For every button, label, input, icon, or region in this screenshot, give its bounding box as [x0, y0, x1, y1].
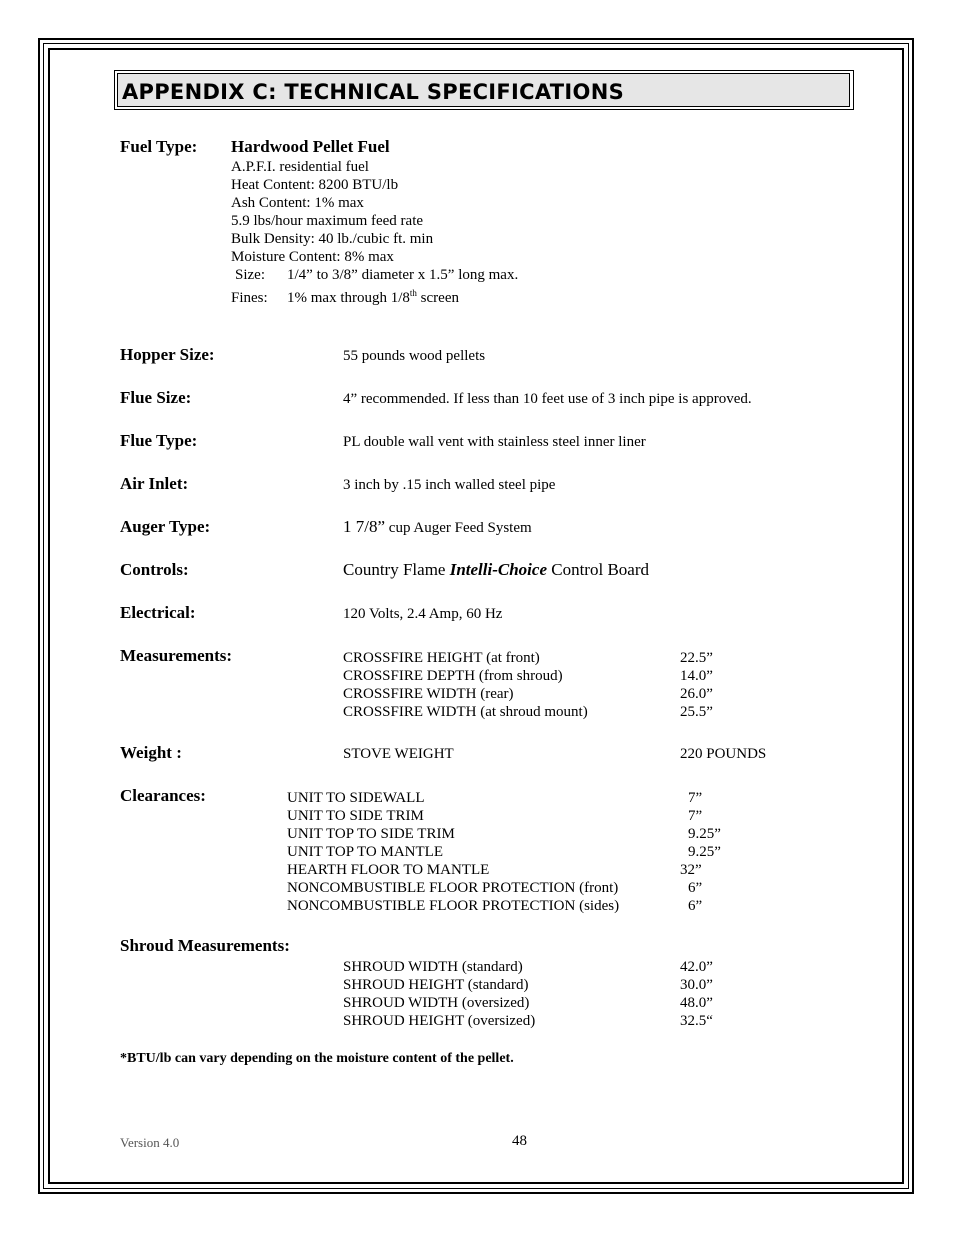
- fuel-fines-suffix: screen: [416, 290, 459, 306]
- measurement-value: 22.5”: [680, 650, 713, 666]
- measurement-value: 14.0”: [680, 668, 713, 684]
- clearance-name: NONCOMBUSTIBLE FLOOR PROTECTION (sides): [287, 898, 620, 914]
- auger-size: 1 7/8”: [343, 517, 386, 536]
- clearance-name: HEARTH FLOOR TO MANTLE: [287, 862, 490, 878]
- electrical-label: Electrical:: [120, 603, 196, 622]
- shroud-value: 42.0”: [680, 959, 713, 975]
- fuel-size-value: 1/4” to 3/8” diameter x 1.5” long max.: [287, 267, 519, 283]
- fuel-fines-value: 1% max through 1/8: [287, 290, 410, 306]
- weight-name: STOVE WEIGHT: [343, 746, 454, 762]
- fuel-line: Moisture Content: 8% max: [231, 249, 394, 265]
- measurement-value: 26.0”: [680, 686, 713, 702]
- fuel-line: Heat Content: 8200 BTU/lb: [231, 177, 399, 193]
- hopper-size-label: Hopper Size:: [120, 345, 215, 364]
- auger-type-label: Auger Type:: [120, 517, 211, 536]
- air-inlet-value: 3 inch by .15 inch walled steel pipe: [343, 477, 556, 493]
- fuel-line: Ash Content: 1% max: [231, 195, 364, 211]
- fuel-size-line: [231, 266, 518, 284]
- weight-label: Weight :: [120, 743, 182, 762]
- flue-type-label: Flue Type:: [120, 431, 198, 450]
- clearance-value: 9.25”: [688, 826, 721, 842]
- shroud-name: SHROUD WIDTH (oversized): [343, 995, 530, 1011]
- fuel-fines-sup: th: [409, 288, 417, 298]
- auger-desc: cup Auger Feed System: [385, 520, 532, 536]
- measurement-name: CROSSFIRE WIDTH (at shroud mount): [343, 704, 588, 720]
- fuel-type-details: [231, 158, 518, 307]
- clearance-value: 6”: [688, 898, 703, 914]
- air-inlet-label: Air Inlet:: [120, 474, 189, 493]
- clearance-value: 6”: [688, 880, 703, 896]
- shroud-value: 30.0”: [680, 977, 713, 993]
- fuel-fines-line: [231, 284, 518, 307]
- measurement-name: CROSSFIRE DEPTH (from shroud): [343, 668, 563, 684]
- page-number: 48: [512, 1133, 527, 1149]
- measurement-name: CROSSFIRE HEIGHT (at front): [343, 650, 540, 666]
- measurement-name: CROSSFIRE WIDTH (rear): [343, 686, 514, 702]
- version-label: Version 4.0: [120, 1135, 180, 1150]
- clearance-value: 7”: [688, 808, 703, 824]
- shroud-name: SHROUD WIDTH (standard): [343, 959, 523, 975]
- clearances-values: [680, 789, 721, 915]
- fuel-line: 5.9 lbs/hour maximum feed rate: [231, 213, 424, 229]
- controls-prefix: Country Flame: [343, 560, 450, 579]
- fuel-size-label: Size:: [235, 267, 265, 283]
- flue-type-value: PL double wall vent with stainless steel inner liner: [343, 434, 646, 450]
- clearances-label: Clearances:: [120, 786, 206, 805]
- shroud-value: 48.0”: [680, 995, 713, 1011]
- clearance-name: UNIT TO SIDE TRIM: [287, 808, 424, 824]
- controls-label: Controls:: [120, 560, 189, 579]
- fuel-line: A.P.F.I. residential fuel: [231, 159, 369, 175]
- measurements-label: Measurements:: [120, 646, 233, 665]
- shroud-name: SHROUD HEIGHT (oversized): [343, 1013, 536, 1029]
- measurements-values: [680, 649, 713, 721]
- fuel-type-label: Fuel Type:: [120, 137, 198, 156]
- flue-size-label: Flue Size:: [120, 388, 192, 407]
- clearance-name: UNIT TO SIDEWALL: [287, 790, 425, 806]
- clearance-name: UNIT TOP TO SIDE TRIM: [287, 826, 455, 842]
- flue-size-value: 4” recommended. If less than 10 feet use of 3 inch pipe is approved.: [343, 391, 752, 407]
- clearance-value: 9.25”: [688, 844, 721, 860]
- controls-suffix: Control Board: [547, 560, 649, 579]
- shroud-measurements-label: Shroud Measurements:: [120, 936, 290, 955]
- weight-value: 220 POUNDS: [680, 746, 767, 762]
- auger-type-value: [343, 517, 532, 537]
- shroud-names: [343, 958, 535, 1030]
- measurement-value: 25.5”: [680, 704, 713, 720]
- clearance-value: 32”: [680, 862, 702, 878]
- controls-brand: Intelli-Choice: [449, 560, 547, 579]
- fuel-line: Bulk Density: 40 lb./cubic ft. min: [231, 231, 434, 247]
- controls-value: [343, 560, 649, 580]
- clearances-names: [287, 789, 619, 915]
- page-title: APPENDIX C: TECHNICAL SPECIFICATIONS: [117, 73, 850, 107]
- clearance-name: UNIT TOP TO MANTLE: [287, 844, 443, 860]
- shroud-value: 32.5“: [680, 1013, 713, 1029]
- clearance-name: NONCOMBUSTIBLE FLOOR PROTECTION (front): [287, 880, 619, 896]
- hopper-size-value: 55 pounds wood pellets: [343, 348, 486, 364]
- shroud-values: [680, 958, 713, 1030]
- btu-note: *BTU/lb can vary depending on the moisture content of the pellet.: [120, 1051, 514, 1066]
- clearance-value: 7”: [688, 790, 703, 806]
- shroud-name: SHROUD HEIGHT (standard): [343, 977, 529, 993]
- measurements-names: [343, 649, 588, 721]
- electrical-value: 120 Volts, 2.4 Amp, 60 Hz: [343, 606, 503, 622]
- fuel-fines-label: Fines:: [231, 290, 268, 306]
- fuel-type-heading: Hardwood Pellet Fuel: [231, 137, 390, 156]
